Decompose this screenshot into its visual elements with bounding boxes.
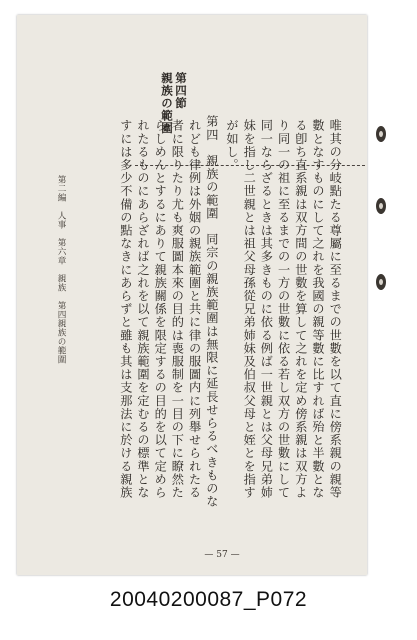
body-line: 妹を指し二世親とは祖父母孫從兄弟姉妹及伯叔父母と姪とを指す [242,119,257,499]
body-line: すには多少不備の點なきにあらずと雖も其は支那法に於ける親族 [118,119,133,499]
body-line: り同一の祖に至るまでの一方の世數に依る若し双方の世數にして [276,119,291,499]
section-number: 第四節 [174,72,188,110]
section-title: 親族の範圍 [160,72,174,135]
body-line: れたるものにあらざれば之れを以て親族範圍を定むるの標準とな [136,119,150,499]
binding-hole [376,126,386,142]
running-head: 第二編 人事 第六章 親族 第四親族の範圍 [56,175,66,364]
binding-hole [376,198,386,214]
binding-hole [376,274,386,290]
body-line: 者に限りたり尤も爽服圖本來の目的は喪服制を一目の下に瞭然た [170,119,185,499]
page-number: — 57 — [204,550,240,560]
catalog-label: 20040200087_P072 [109,588,308,611]
body-line: 唯其の分岐點たる尊屬に至るまでの世數を以て直に傍系親の親等 [328,119,343,499]
body-line: る卽ち直系親は双方間の世數を算して之れを定め傍系親は双方よ [293,119,308,499]
body-line: 第四 親族の範圍 同宗の親族範圍は無限に延長せらるべきものな [204,115,219,508]
body-line: らしめんとするにありて親族關係を限定するの目的を以て定めら [153,119,168,499]
document-page [17,15,367,575]
body-line: が如し。 [225,119,239,172]
body-line: れども律例は外姻の親族範圍と共に律の服圖内に列舉せられたる [187,119,202,499]
body-line: 數となすものにして之れを我國の親等數に比すれば殆と半數とな [311,119,325,499]
body-line: 同一ならざるときは其多きものに依る例ば一世親とは父母兄弟姉 [259,119,274,499]
